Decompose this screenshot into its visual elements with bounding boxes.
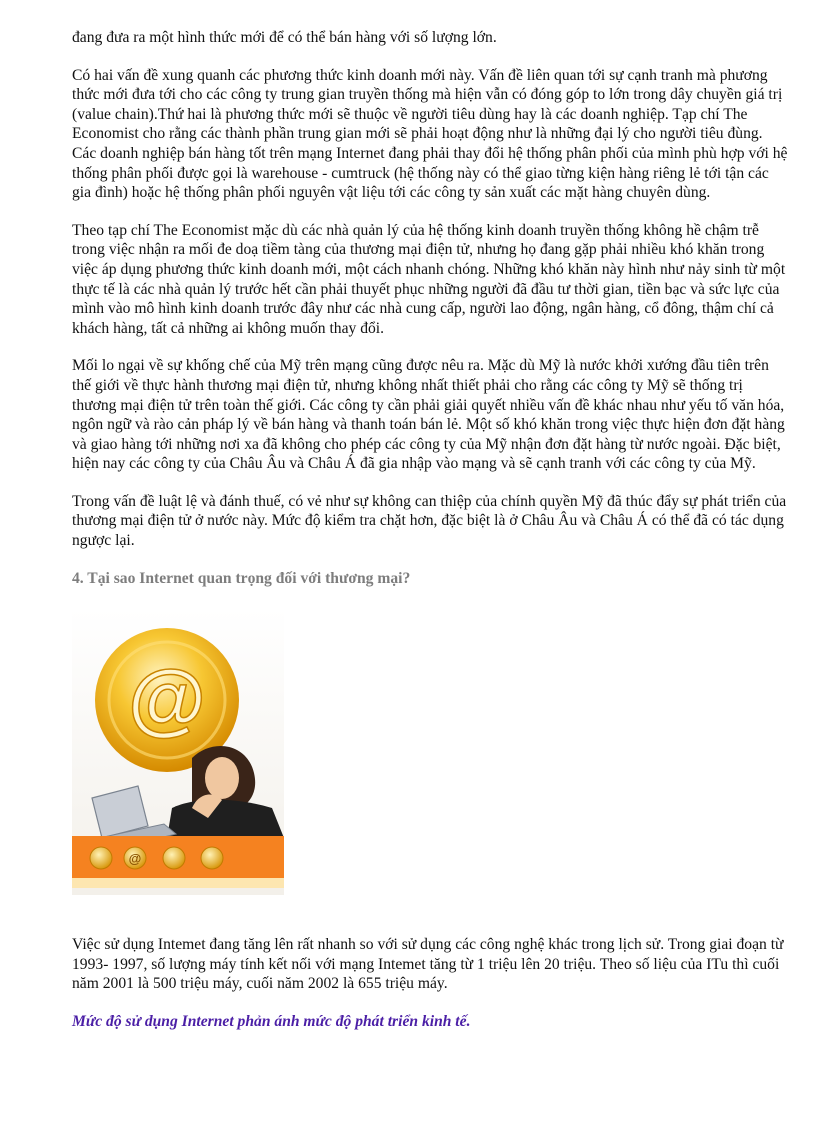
document-page (72, 28, 788, 1032)
emphasis-line: Mức độ sử dụng Internet phản ánh mức độ phát triển kinh tế. (72, 1013, 471, 1031)
button-icon-1 (90, 847, 112, 869)
section-heading: 4. Tại sao Internet quan trọng đối với thương mại? (72, 569, 411, 587)
paragraph-regulation: Trong vấn đề luật lệ và đánh thuế, có vẻ như sự không can thiệp của chính quyền Mỹ đã thúc đẩy sự phát triển của thương mại điện tử ở nước này. Mức độ kiểm tra chặt hơn, đặc biệt là ở Châu Âu và Châu Á có thể đã có tác dụng ngược lại. (72, 492, 787, 550)
internet-illustration-svg (72, 608, 284, 895)
button-icon-3 (163, 847, 185, 869)
button-icon-4 (201, 847, 223, 869)
paragraph-economist: Theo tạp chí The Economist mặc dù các nhà quản lý của hệ thống kinh doanh truyền thống không hề chậm trễ trong việc nhận ra mối đe doạ tiềm tàng của thương mại điện tử, nhưng họ đang gặp phải nhiều khó khăn trong việc áp dụng phương thức kinh doanh mới, một cách nhanh chóng. Những khó khăn này hình như nảy sinh từ một thực tế là các nhà quản lý trước hết cần phải thuyết phục những người đã đầu tư thời gian, tiền bạc và sức lực của mình vào mô hình kinh doanh trước đây như các nhà cung cấp, người lao động, ngân hàng, cổ đông, thậm chí cả khách hàng, tất cả những ai không muốn thay đổi. (72, 221, 786, 337)
paragraph-two-issues: Có hai vấn đề xung quanh các phương thức kinh doanh mới này. Vấn đề liên quan tới sự cạnh tranh mà phương thức mới đưa tới cho các công ty trung gian truyền thống mà hiện vẫn có đóng góp to lớn trong dây chuyền giá trị (value chain).Thứ hai là phương thức mới sẽ thuộc về người tiêu dùng hay là các doanh nghiệp. Tạp chí The Economist cho rằng các thành phần trung gian mới sẽ phải hoạt động như là những đại lý cho người tiêu đùng. Các doanh nghiệp bán hàng tốt trên mạng Internet đang phải thay đổi hệ thống phân phối của mình phù hợp với hệ thống phân phối được gọi là warehouse - cumtruck (hệ thống này có thể giao từng kiện hàng riêng lẻ tới tận các gia đình) hoặc hệ thống phân phối nguyên vật liệu tới các công ty sản xuất các mặt hàng chuyên dùng. (72, 66, 788, 202)
paragraph-internet-growth: Việc sử dụng Intemet đang tăng lên rất nhanh so với sử dụng các công nghệ khác trong lịch sử. Trong giai đoạn từ 1993- 1997, số lượng máy tính kết nối với mạng Intemet tăng từ 1 triệu lên 20 triệu. Theo số liệu của ITu thì cuối năm 2001 là 500 triệu máy, cuối năm 2002 là 655 triệu máy. (72, 936, 784, 993)
button-at-icon: @ (128, 851, 142, 867)
light-band (72, 878, 284, 888)
paragraph-intro: đang đưa ra một hình thức mới để có thể bán hàng với số lượng lớn. (72, 29, 497, 46)
at-symbol-icon: @ (127, 654, 207, 744)
paragraph-us-dominance: Mối lo ngại về sự khống chế của Mỹ trên mạng cũng được nêu ra. Mặc dù Mỹ là nước khởi xướng đầu tiên trên thế giới về thực hành thương mại điện tử, nhưng không nhất thiết phải cho rằng các công ty Mỹ sẽ thống trị thương mại điện tử trên toàn thế giới. Các công ty cần phải giải quyết nhiều vấn đề khác nhau như yếu tố văn hóa, ngôn ngữ và rào cản pháp lý về bán hàng và thanh toán bán lẻ. Một số khó khăn trong việc thực hiện đơn đặt hàng và giao hàng tới những nơi xa đã không cho phép các công ty của Mỹ nhận đơn đặt hàng từ nước ngoài. Đặc biệt, hiện nay các công ty của Châu Âu và Châu Á đã gia nhập vào mạng và sẽ cạnh tranh với các công ty của Mỹ. (72, 357, 785, 473)
internet-illustration (72, 608, 284, 895)
woman-face (205, 757, 239, 799)
